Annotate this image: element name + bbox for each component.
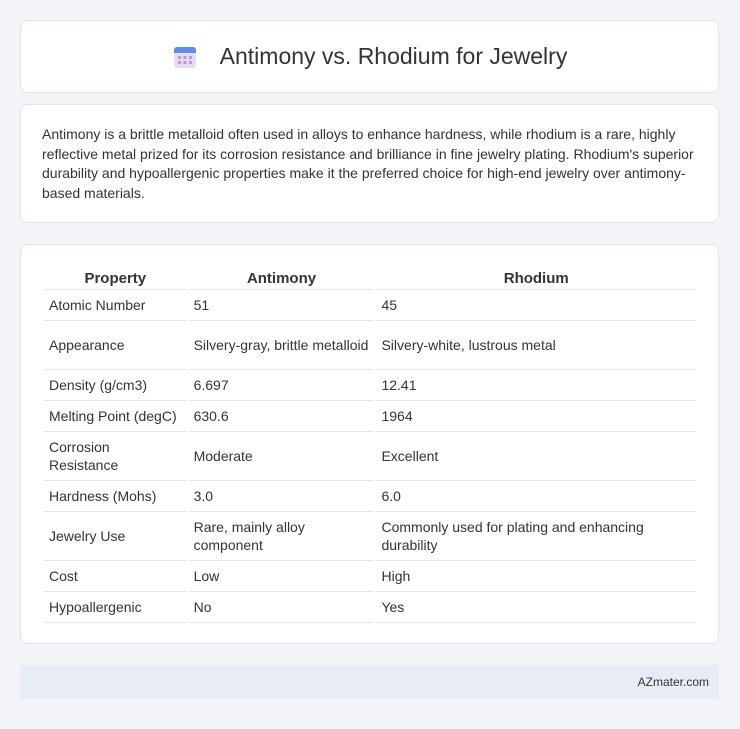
- rhodium-cell: High: [376, 561, 696, 592]
- property-cell: Hypoallergenic: [44, 592, 187, 623]
- property-cell: Corrosion Resistance: [44, 432, 187, 481]
- calendar-icon: [172, 44, 198, 70]
- table-row: [44, 512, 696, 561]
- rhodium-cell: 45: [376, 290, 696, 321]
- antimony-cell: Silvery-gray, brittle metalloid: [189, 321, 375, 370]
- intro-text: Antimony is a brittle metalloid often used in alloys to enhance hardness, while rhodium is a rare, highly reflective metal prized for its corrosion resistance and brilliance in fine jewelry plating. Rhodium's superior durability and hypoallergenic properties make it the preferred choice for high-end jewelry over antimony-based materials.: [42, 126, 694, 201]
- table-row: [44, 370, 696, 401]
- rhodium-cell: 6.0: [376, 481, 696, 512]
- property-cell: Melting Point (degC): [44, 401, 187, 432]
- rhodium-cell: Silvery-white, lustrous metal: [376, 321, 696, 370]
- page-title: Antimony vs. Rhodium for Jewelry: [219, 43, 568, 69]
- comparison-card: [20, 244, 719, 644]
- table-row: [44, 321, 696, 370]
- antimony-cell: 630.6: [189, 401, 375, 432]
- table-header-row: [44, 264, 696, 290]
- table-row: [44, 432, 696, 481]
- comparison-table: [42, 264, 698, 623]
- title-card: [20, 20, 719, 93]
- header-antimony: Antimony: [189, 264, 375, 290]
- property-cell: Atomic Number: [44, 290, 187, 321]
- antimony-cell: 51: [189, 290, 375, 321]
- antimony-cell: No: [189, 592, 375, 623]
- antimony-cell: 3.0: [189, 481, 375, 512]
- antimony-cell: 6.697: [189, 370, 375, 401]
- table-row: [44, 481, 696, 512]
- header-property: Property: [44, 264, 187, 290]
- rhodium-cell: Yes: [376, 592, 696, 623]
- antimony-cell: Low: [189, 561, 375, 592]
- intro-card: [20, 104, 719, 223]
- footer: [20, 665, 719, 699]
- rhodium-cell: Commonly used for plating and enhancing durability: [376, 512, 696, 561]
- property-cell: Cost: [44, 561, 187, 592]
- rhodium-cell: Excellent: [376, 432, 696, 481]
- table-row: [44, 561, 696, 592]
- rhodium-cell: 12.41: [376, 370, 696, 401]
- property-cell: Hardness (Mohs): [44, 481, 187, 512]
- property-cell: Density (g/cm3): [44, 370, 187, 401]
- header-rhodium: Rhodium: [376, 264, 696, 290]
- footer-site-name: AZmater.com: [637, 675, 709, 689]
- property-cell: Appearance: [44, 321, 187, 370]
- table-row: [44, 290, 696, 321]
- rhodium-cell: 1964: [376, 401, 696, 432]
- property-cell: Jewelry Use: [44, 512, 187, 561]
- table-row: [44, 401, 696, 432]
- antimony-cell: Rare, mainly alloy component: [189, 512, 375, 561]
- antimony-cell: Moderate: [189, 432, 375, 481]
- table-row: [44, 592, 696, 623]
